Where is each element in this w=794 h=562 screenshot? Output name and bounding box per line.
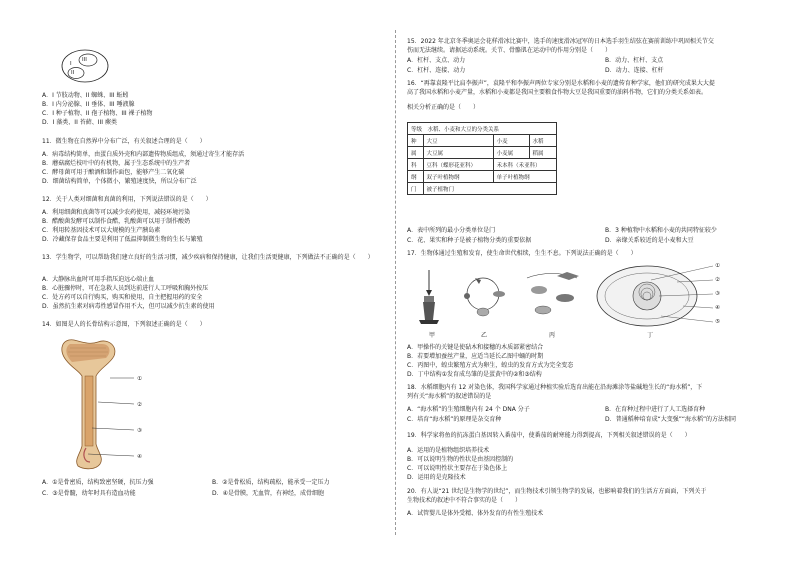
q20-stem-line2: 生物技术的叙述中不符合事实的是（ ） <box>407 497 522 504</box>
q13-option-b: B．心脏骤停时，可在急救人员到达前进行人工呼吸和胸外按压 <box>42 285 209 292</box>
q11-option-d: D．细菌结构简单，个体微小，繁殖速度快，所以分布广泛 <box>42 178 197 185</box>
table-row: 种 大豆 小麦 水稻 <box>408 135 557 147</box>
q19-option-c: C．可以说明性状主要存在于染色体上 <box>407 465 508 472</box>
q15-option-c: C．杠杆、连接、动力 <box>407 67 466 74</box>
q11-stem: 11．微生物在自然界中分布广泛，有关叙述合理的是（ ） <box>42 138 206 145</box>
classification-table <box>407 122 557 195</box>
venn-diagram <box>60 48 110 84</box>
q15-option-d: D．动力、连接、杠杆 <box>605 67 664 74</box>
venn-label-outer: I <box>70 61 72 67</box>
q12-option-d: D．冷藏保存食品主要是利用了低温抑制微生物的生长与繁殖 <box>42 236 203 243</box>
table-row: 科 豆科（蝶形花亚科） 禾本科（禾亚科） <box>408 159 557 171</box>
table-row: 属 大豆属 小麦属 稻属 <box>408 147 557 159</box>
q14-option-b: B．②是骨松质，结构疏松，能承受一定压力 <box>212 479 330 486</box>
q14-option-d: D．④是骨膜，无血管，有神经，成骨细胞 <box>212 490 324 497</box>
egg-label-4: ④ <box>715 305 720 311</box>
egg-label-5: ⑤ <box>715 319 720 325</box>
table-header: 等级 水稻、小麦和大豆的分类关系 <box>408 123 557 135</box>
q18-stem-line2: 列有关“海水稻”的叙述错误的是 <box>407 393 492 400</box>
bone-label-3: ③ <box>137 428 142 434</box>
q16-option-d: D．亲缘关系较近的是小麦和大豆 <box>605 237 694 244</box>
q13-option-d: D．虽然抗生素对病毒性感冒作用不大，但可以减少抗生素的使用 <box>42 303 215 310</box>
q18-option-b: B．在育种过程中进行了人工选择育种 <box>605 406 706 413</box>
egg-label-2: ② <box>715 277 720 283</box>
figure-label-yi: 乙 <box>481 332 488 339</box>
right-column <box>397 0 794 562</box>
q13-stem: 13．学生物学，可以帮助我们建立良好的生活习惯，减少疾病和保持健康，让我们生活更健康，下列做法不正确的是（ ） <box>42 254 374 261</box>
bird-egg-ding <box>595 260 725 330</box>
q12-stem: 12．关于人类对细菌和真菌的利用，下列说法错误的是（ ） <box>42 196 212 203</box>
egg-label-3: ③ <box>715 291 720 297</box>
q16-option-b: B．3 种植物中水稻和小麦的共同特征较少 <box>605 227 717 234</box>
long-bone-figure <box>52 336 162 472</box>
q16-prompt: 相关分析正确的是（ ） <box>407 104 480 111</box>
venn-label-inner-bottom: II <box>71 70 75 76</box>
q16-stem-line2: 高了我国水稻和小麦产量，水稻和小麦都是我国主要粮食作物大豆是我国重要的油料作物，它们的分类关系如表。 <box>407 89 708 96</box>
q20-stem-line1: 20．有人说“21 世纪是生物学的世纪”，而生物技术引领生物学的发展，也影响着我们的生活方方面面，下列关于 <box>407 488 707 495</box>
q17-option-d: D．丁中结构①发育成鸟雏的是蛋黄中的②和③结构 <box>407 371 542 378</box>
q10-option-b: B．I 内分泌腺、II 垂体、III 唾液腺 <box>42 101 135 108</box>
q18-option-d: D．普通稻种培育成“大变强”“海水稻”的方法相同 <box>605 416 737 423</box>
q14-option-a: A．①是骨密质，结构致密坚硬，抗压力强 <box>42 479 154 486</box>
q18-option-c: C．培育“海水稻”的原理是杂交育种 <box>407 416 502 423</box>
table-row: 门 被子植物门 <box>408 183 557 195</box>
figure-label-jia: 甲 <box>429 332 436 339</box>
q12-option-a: A．利用细菌和真菌等可以减少农药使用，减轻环境污染 <box>42 209 191 216</box>
q18-option-a: A．“海水稻”的生殖细胞内有 24 个 DNA 分子 <box>407 406 530 413</box>
grafting-figure-jia <box>415 266 455 328</box>
bone-label-4: ④ <box>137 454 142 460</box>
q19-stem: 19．科学家将鱼的抗冻蛋白基因转入番茄中，使番茄的耐寒能力得到提高，下列相关叙述错误的是（ ） <box>407 432 691 439</box>
q16-stem-line1: 16．“再靠袁隆平比肩李振声”，袁隆平和李振声两位专家分别是水稻和小麦的遗传育种学家，他们的研究成果大大提 <box>407 80 715 87</box>
q11-option-c: C．酵母菌可用于酿酒和制作面包，能够产生二氧化碳 <box>42 169 185 176</box>
q16-option-a: A．表中所列的最小分类单位是门 <box>407 227 496 234</box>
table-row: 纲 双子叶植物纲 单子叶植物纲 <box>408 171 557 183</box>
figure-label-bing: 丙 <box>549 332 556 339</box>
q11-option-b: B．蘑菇腐烂枝叶中的有机物，属于生态系统中的生产者 <box>42 160 191 167</box>
locust-cycle-bing <box>517 268 587 320</box>
q17-option-b: B．若要增加蚕丝产量，应适当延长乙图中蛹的时期 <box>407 353 544 360</box>
q17-stem: 17．生物体通过生殖和发育，使生命世代相续，生生不息。下列说法正确的是（ ） <box>407 250 637 257</box>
q15-stem-line1: 15．2022 年北京冬季奥运会花样滑冰比赛中，选手的速度滑冰冠军的日本选手羽生结弦在赛前训练中巩固相关节交 <box>407 38 714 45</box>
q17-option-a: A．甲操作的关键是使砧木和接穗的木质部紧密结合 <box>407 344 544 351</box>
q19-option-d: D．运用的是克隆技术 <box>407 474 466 481</box>
bone-label-2: ② <box>137 402 142 408</box>
figure-label-ding: 丁 <box>647 332 654 339</box>
q13-option-a: A．大静脉出血时可用手指压迫远心端止血 <box>42 276 155 283</box>
q12-option-b: B．醋酸菌发酵可以制作食醋，乳酸菌可以用于制作酸奶 <box>42 218 191 225</box>
q13-option-c: C．处方药可以自行购买，购买和使用，自主把握用药的安全 <box>42 294 203 301</box>
q18-stem-line1: 18．水稻细胞内有 12 对染色体，我国科学家通过种植实验后选育出能在沿海滩涂等盐碱地生长的“海水稻”，下 <box>407 384 703 391</box>
q12-option-c: C．利用转基因技术可以大规模的生产胰岛素 <box>42 227 161 234</box>
q10-option-c: C．I 种子植物、II 孢子植物、III 裸子植物 <box>42 110 153 117</box>
q10-option-a: A．I 节肢动物、II 蜘蛛、III 蚯蚓 <box>42 92 129 99</box>
q16-option-c: C．花、果实和种子是被子植物分类的重要依据 <box>407 237 532 244</box>
q15-stem-line2: 伤而无法继续。请据运动系统。关节、骨骼肌在运动中的作用分别是（ ） <box>407 47 612 54</box>
q19-option-b: B．可以说明生物的性状是由基因控制的 <box>407 456 514 463</box>
egg-label-1: ① <box>715 263 720 269</box>
q14-stem: 14．如图是人的长骨结构示意图，下列叙述正确的是（ ） <box>42 321 206 328</box>
silkworm-cycle-yi <box>455 268 511 320</box>
q11-option-a: A．病毒结构简单，由蛋白质外壳和内部遗传物质组成，须通过寄生才能存活 <box>42 151 245 158</box>
q15-option-b: B．动力、杠杆、支点 <box>605 57 664 64</box>
venn-label-inner-top: III <box>82 57 87 63</box>
q19-option-a: A．运用的是植物组织培养技术 <box>407 447 490 454</box>
q17-option-c: C．丙图中，蝗虫繁殖方式为卵生，蝗虫的发育方式为完全变态 <box>407 362 574 369</box>
q20-option-a: A．试管婴儿是体外受精、体外发育的有性生殖技术 <box>407 510 544 517</box>
q14-option-c: C．③是骨髓，幼年时具有造血功能 <box>42 490 136 497</box>
q10-option-d: D．I 藻类、II 苔藓、III 蕨类 <box>42 119 117 126</box>
q15-option-a: A．杠杆、支点、动力 <box>407 57 466 64</box>
bone-label-1: ① <box>137 376 142 382</box>
